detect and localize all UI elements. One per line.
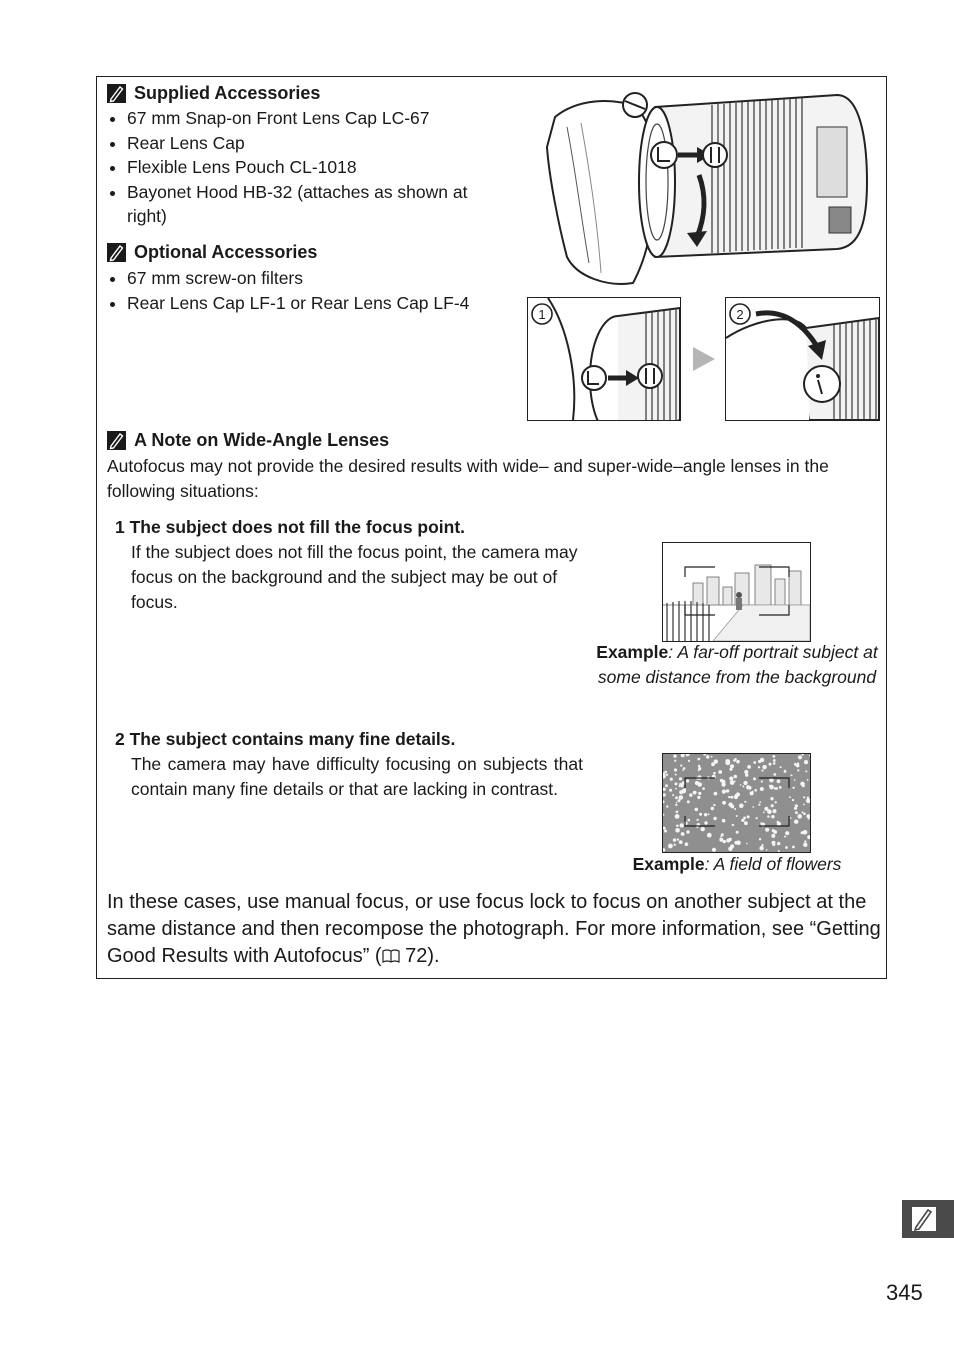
flower-dot (803, 843, 807, 847)
list-item: 67 mm screw-on filters (107, 266, 507, 291)
flower-dot (794, 779, 796, 781)
flower-dot (697, 758, 700, 761)
pencil-note-icon (107, 84, 126, 103)
pencil-note-icon (107, 243, 126, 262)
flower-dot (771, 815, 774, 818)
flower-dot (697, 796, 700, 799)
flower-dot (736, 840, 741, 845)
flower-dot (763, 811, 765, 813)
note-box (96, 76, 887, 979)
flower-dot (771, 804, 774, 807)
flower-dot (805, 770, 807, 772)
flower-dot (695, 791, 697, 793)
flower-dot (797, 769, 799, 771)
caption-label: Example (596, 642, 669, 662)
flower-dot (807, 779, 809, 781)
flower-dot (707, 833, 712, 838)
pencil-note-icon (107, 431, 126, 450)
flowers-example-image (662, 753, 811, 853)
flower-dot (764, 807, 768, 811)
optional-title: Optional Accessories (134, 242, 318, 262)
flower-dot (773, 773, 776, 776)
flower-dot (698, 765, 701, 768)
flower-dot (790, 817, 792, 819)
flower-dot (791, 774, 793, 776)
supplied-title: Supplied Accessories (134, 83, 321, 103)
flower-dot (711, 807, 714, 810)
flower-dot (747, 815, 750, 818)
flower-dot (808, 818, 810, 820)
flower-dot (721, 833, 724, 836)
flower-dot (773, 762, 776, 765)
next-step-arrow-icon (691, 345, 717, 373)
flower-dot (777, 779, 781, 783)
flower-dot (770, 797, 773, 800)
list-item: Rear Lens Cap (107, 131, 507, 156)
flower-dot (761, 780, 763, 782)
flower-dot (676, 802, 678, 804)
flower-dot (760, 787, 764, 791)
flower-dot (771, 834, 775, 838)
flower-dot (697, 819, 699, 821)
flower-dot (779, 786, 782, 789)
flower-dot (798, 755, 802, 759)
flower-dot (725, 759, 730, 764)
flower-dot (789, 796, 791, 798)
flower-dot (773, 830, 777, 834)
caption-text: : A far-off portrait subject at some distance from the background (597, 642, 878, 687)
conclusion-text: In these cases, use manual focus, or use focus lock to focus on another subject at the same distance and then recompose the photograph. For more information, see “Getting Good Results with Autofocus” ( (107, 891, 881, 967)
flower-dot (713, 817, 716, 820)
flower-dot (681, 832, 685, 836)
flower-dot (759, 801, 761, 803)
flower-dot (675, 782, 678, 785)
book-icon (382, 944, 400, 958)
flower-dot (774, 787, 777, 790)
flower-dot (803, 796, 805, 798)
optional-list (107, 266, 507, 315)
flower-dot (773, 759, 776, 762)
flower-dot (761, 844, 763, 846)
flower-dot (732, 824, 734, 826)
flower-dot (686, 779, 689, 782)
wide-angle-heading (107, 430, 389, 451)
flower-dot (700, 814, 702, 816)
flower-dot (733, 760, 735, 762)
flower-dot (752, 791, 754, 793)
flower-dot (734, 808, 736, 810)
flower-dot (674, 760, 676, 762)
flower-dot (686, 830, 689, 833)
flower-dot (804, 840, 806, 842)
flower-dot (740, 784, 742, 786)
flower-dot (720, 779, 723, 782)
flower-dot (684, 821, 688, 825)
flower-dot (726, 789, 729, 792)
flower-dot (734, 775, 738, 779)
flower-dot (746, 843, 748, 845)
flower-dot (669, 789, 672, 792)
list-item: 67 mm Snap-on Front Lens Cap LC-67 (107, 106, 507, 131)
flower-dot (773, 809, 777, 813)
hood-step-2-illustration (725, 297, 880, 421)
flower-dot (713, 772, 716, 775)
flower-dot (796, 764, 800, 768)
flower-dot (794, 820, 798, 824)
flower-dot (736, 760, 740, 764)
flower-dot (744, 770, 748, 774)
flower-dot (704, 813, 707, 816)
flower-dot (722, 819, 726, 823)
condition-number: 1 (115, 517, 125, 537)
flower-dot (708, 813, 710, 815)
flower-dot (688, 819, 691, 822)
wide-angle-intro: Autofocus may not provide the desired results with wide– and super-wide–angle lenses in the following situations: (107, 456, 829, 501)
flower-dot (673, 754, 676, 757)
flower-dot (756, 817, 758, 819)
optional-heading (107, 242, 317, 263)
flower-dot (780, 766, 782, 768)
flower-dot (802, 811, 804, 813)
flower-dot (674, 844, 676, 846)
condition-1-text: If the subject does not fill the focus point, the camera may focus on the background and the subject may be out of focus. (131, 542, 578, 612)
flower-dot (736, 792, 740, 796)
flower-dot (744, 821, 748, 825)
flower-dot (772, 841, 776, 845)
flower-dot (792, 846, 795, 849)
flower-dot (726, 839, 730, 843)
flower-dot (711, 762, 715, 766)
flower-dot (672, 794, 674, 796)
flower-dot (759, 838, 761, 840)
flower-dot (675, 828, 680, 833)
flower-dot (742, 785, 744, 787)
flower-dot (677, 838, 679, 840)
flower-dot (675, 774, 677, 776)
flower-dot (795, 811, 798, 814)
flower-dot (792, 787, 794, 789)
step-2-number: 2 (736, 307, 744, 322)
flower-dot (683, 767, 686, 770)
flower-dot (697, 782, 702, 787)
flower-dot (746, 785, 750, 789)
flower-dot (744, 801, 746, 803)
flower-dot (722, 790, 726, 794)
flower-dot (758, 766, 760, 768)
flower-dot (722, 801, 726, 805)
conclusion-end: ). (427, 945, 440, 967)
flower-dot (784, 770, 787, 773)
flower-dot (759, 846, 763, 850)
flower-dot (718, 770, 722, 774)
flower-dot (777, 842, 780, 845)
flower-dot (766, 849, 768, 851)
flower-dot (679, 783, 682, 786)
flower-dot (702, 787, 705, 790)
flower-dot (803, 804, 805, 806)
condition-title-text: The subject contains many fine details. (129, 729, 456, 749)
flower-dot (668, 844, 673, 849)
flower-dot (714, 792, 718, 796)
condition-title-text: The subject does not fill the focus point. (129, 517, 466, 537)
flower-dot (760, 758, 764, 762)
flower-dot (680, 764, 682, 766)
flower-dot (730, 805, 734, 809)
flower-dot (728, 796, 730, 798)
condition-number: 2 (115, 729, 125, 749)
portrait-example-image (662, 542, 811, 642)
flower-dot (665, 784, 668, 787)
wide-angle-conclusion (107, 889, 883, 970)
flower-dot (673, 838, 676, 841)
flower-dot (689, 793, 692, 796)
flower-dot (666, 774, 668, 776)
flower-dot (664, 771, 667, 774)
flower-dot (687, 800, 690, 803)
flower-dot (688, 760, 690, 762)
pencil-tab-icon (902, 1200, 954, 1238)
flower-dot (734, 781, 736, 783)
flower-dot (684, 788, 686, 790)
step-1-number: 1 (538, 307, 546, 322)
flower-dot (722, 783, 726, 787)
condition-2-title (115, 727, 455, 751)
flower-dot (674, 768, 677, 771)
section-tab[interactable] (902, 1200, 954, 1238)
flower-dot (758, 804, 760, 806)
flower-dot (698, 792, 701, 795)
flower-dot (803, 812, 806, 815)
flower-dot (741, 819, 744, 822)
flower-dot (804, 760, 808, 764)
flower-dot (739, 804, 744, 809)
flower-dot (685, 842, 689, 846)
flower-dot (775, 801, 777, 803)
portrait-example-caption (587, 640, 887, 689)
flower-dot (800, 782, 804, 786)
flower-dot (754, 789, 757, 792)
flower-dot (747, 765, 751, 769)
flower-dot (769, 763, 772, 766)
flower-dot (736, 831, 739, 834)
condition-1-title (115, 515, 465, 539)
flower-dot (765, 828, 769, 832)
flower-dot (773, 755, 776, 758)
flower-dot (664, 831, 666, 833)
flower-dot (785, 846, 788, 849)
flower-dot (769, 785, 771, 787)
flower-dot (729, 777, 733, 781)
flower-dot (675, 788, 677, 790)
flower-dot (730, 780, 735, 785)
flower-dot (792, 799, 794, 801)
flower-dot (785, 831, 789, 835)
hood-step-1-illustration (527, 297, 681, 421)
supplied-heading (107, 83, 320, 104)
list-item: Bayonet Hood HB-32 (attaches as shown at right) (107, 180, 507, 229)
list-item: Rear Lens Cap LF-1 or Rear Lens Cap LF-4 (107, 291, 507, 316)
page-number: 345 (886, 1280, 923, 1305)
flower-dot (679, 795, 684, 800)
flower-dot (675, 804, 677, 806)
flower-dot (730, 844, 734, 848)
flower-dot (730, 764, 734, 768)
flower-dot (736, 815, 738, 817)
flower-dot (698, 767, 701, 770)
flower-dot (794, 807, 797, 810)
flower-dot (675, 796, 678, 799)
flower-dot (711, 756, 713, 758)
flower-dot (752, 806, 754, 808)
caption-text: : A field of flowers (704, 854, 842, 874)
flower-dot (706, 755, 710, 759)
flower-dot (701, 827, 705, 831)
caption-label: Example (632, 854, 705, 874)
flowers-example-caption (587, 852, 887, 877)
flower-dot (713, 804, 715, 806)
flower-dot (678, 799, 681, 802)
flower-dot (676, 811, 679, 814)
page-reference-link[interactable]: 72 (405, 945, 428, 967)
flower-dot (679, 777, 682, 780)
flower-dot (797, 814, 802, 819)
wide-angle-title: A Note on Wide-Angle Lenses (134, 430, 390, 450)
flower-dot (729, 768, 732, 771)
flower-dot (746, 782, 748, 784)
flower-dot (803, 830, 808, 835)
flower-dot (731, 796, 734, 799)
flower-dot (762, 765, 766, 769)
flower-dot (676, 825, 678, 827)
flower-dot (670, 778, 673, 781)
list-item: Flexible Lens Pouch CL-1018 (107, 155, 507, 180)
flower-dot (719, 838, 723, 842)
flower-dot (666, 805, 668, 807)
flower-dot (784, 836, 786, 838)
flower-dot (753, 761, 756, 764)
supplied-list (107, 106, 507, 229)
flower-dot (767, 815, 769, 817)
flower-dot (761, 769, 763, 771)
flower-dot (679, 840, 683, 844)
flower-dot (704, 821, 707, 824)
flower-dot (675, 814, 680, 819)
lens-hood-illustration (537, 87, 877, 287)
flower-dot (730, 838, 732, 840)
flower-dot (753, 777, 756, 780)
condition-2-text: The camera may have difficulty focusing on subjects that contain many fine details or that are lacking in contrast. (131, 754, 583, 799)
flower-dot (695, 808, 699, 812)
flower-dot (680, 823, 684, 827)
